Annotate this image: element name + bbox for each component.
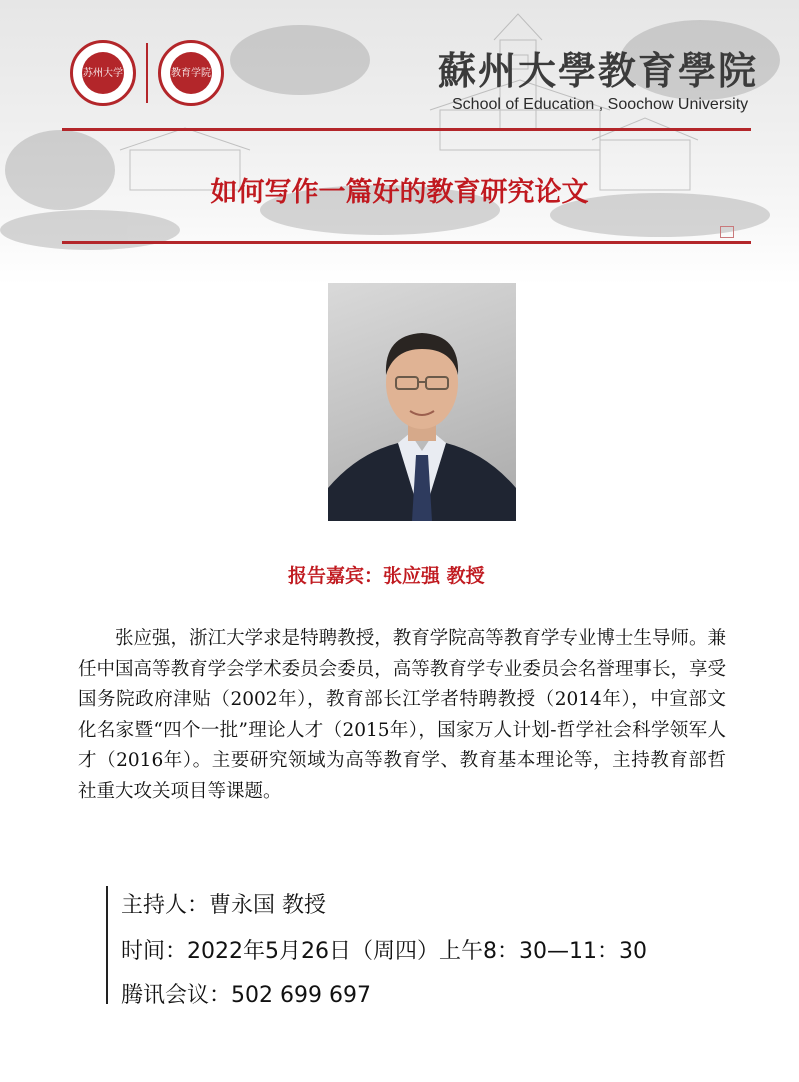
title-rule-bottom (62, 241, 751, 244)
school-name-english: School of Education , Soochow University (452, 96, 749, 113)
title-rule-top (62, 128, 751, 131)
speaker-bio: 张应强，浙江大学求是特聘教授，教育学院高等教育学专业博士生导师。兼任中国高等教育学会学术委员会委员，高等教育学专业委员会名誉理事长，享受国务院政府津贴（2002年），教育部长江学者特聘教授（2014年），中宣部文化名家暨“四个一批”理论人才（2015年），国家万人计划-哲学社会科学领军人才（2016年）。主要研究领域为高等教育学、教育基本理论等，主持教育部哲社重大攻关项目等课题。 (78, 628, 726, 802)
school-name-chinese: 蘇州大學教育學院 (438, 48, 759, 93)
school-seal-text: 教育学院 (170, 52, 212, 94)
time-line: 时间：2022年5月26日（周四）上午8：30—11：30 (121, 939, 647, 964)
speaker-label: 报告嘉宾：张应强 教授 (288, 565, 485, 587)
meeting-id-line: 腾讯会议：502 699 697 (121, 983, 371, 1008)
host-line: 主持人：曹永国 教授 (121, 893, 326, 918)
logo-divider (146, 43, 148, 103)
info-accent-bar (106, 886, 108, 1004)
university-seal-logo (70, 40, 136, 106)
school-seal-logo (158, 40, 224, 106)
seal-mark-icon (720, 226, 734, 238)
logo-group (70, 40, 224, 106)
talk-title: 如何写作一篇好的教育研究论文 (210, 177, 589, 208)
university-seal-text: 苏州大学 (82, 52, 124, 94)
speaker-portrait-drawing (328, 283, 516, 521)
speaker-portrait (328, 283, 516, 521)
